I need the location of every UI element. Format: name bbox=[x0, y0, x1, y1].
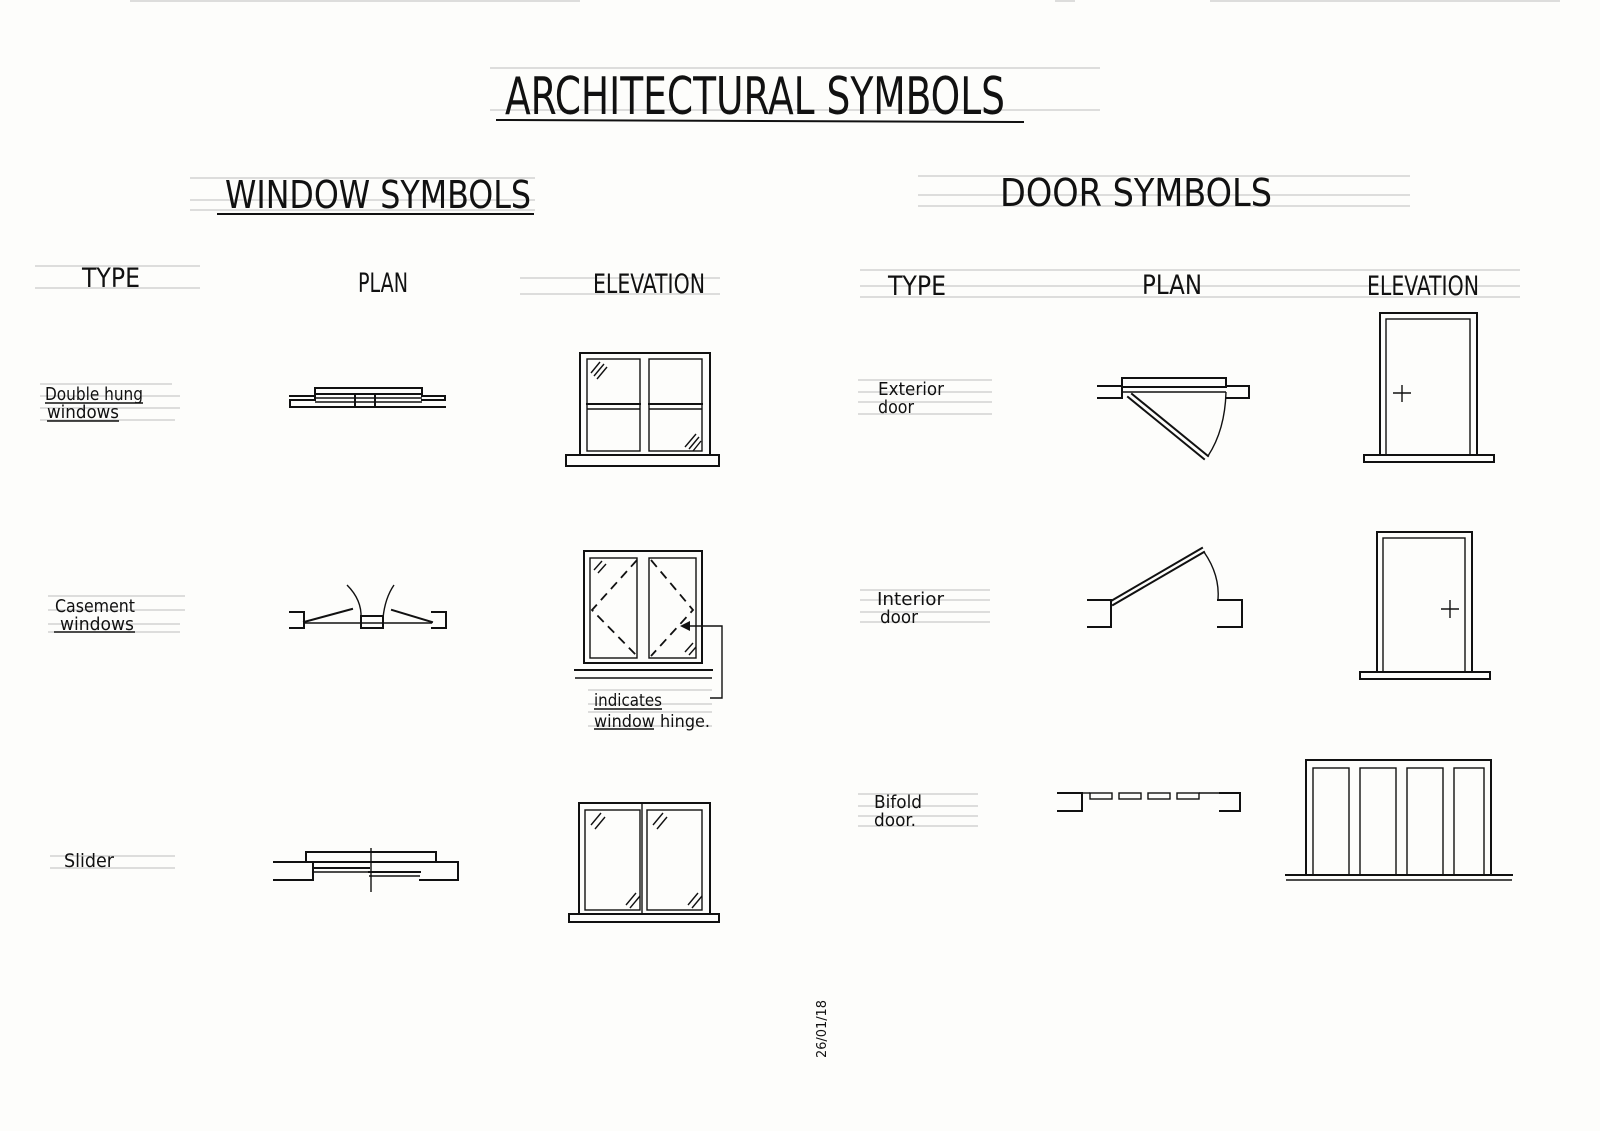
slider-elevation-symbol bbox=[569, 803, 719, 922]
casement-label-line1: Casement bbox=[55, 596, 135, 617]
double-hung-type-label bbox=[40, 384, 180, 423]
casement-type-label bbox=[48, 596, 185, 635]
slider-plan-symbol bbox=[274, 848, 458, 892]
hinge-note-line1: indicates bbox=[594, 691, 663, 711]
bifold-plan-symbol bbox=[1058, 793, 1240, 811]
exterior-label-line1: Exterior bbox=[878, 379, 945, 400]
window-heading: WINDOW SYMBOLS bbox=[225, 173, 531, 217]
window-heading-group bbox=[190, 173, 535, 217]
bifold-type-label bbox=[858, 792, 978, 831]
door-col-elevation: ELEVATION bbox=[1367, 271, 1479, 302]
casement-label-line2: windows bbox=[60, 614, 134, 635]
exterior-elevation-symbol bbox=[1364, 313, 1494, 462]
door-col-type: TYPE bbox=[887, 271, 946, 302]
window-col-plan: PLAN bbox=[358, 268, 408, 299]
main-title-group bbox=[490, 67, 1100, 127]
main-title: ARCHITECTURAL SYMBOLS bbox=[505, 67, 1005, 127]
slider-label: Slider bbox=[64, 850, 115, 872]
hinge-note bbox=[588, 690, 712, 732]
hinge-note-line2: window hinge. bbox=[594, 712, 710, 732]
door-heading-group bbox=[918, 171, 1410, 215]
window-row-double-hung bbox=[40, 353, 719, 466]
double-hung-elevation-symbol bbox=[566, 353, 719, 466]
interior-type-label bbox=[860, 589, 990, 628]
door-row-bifold bbox=[858, 760, 1512, 880]
interior-label-line1: Interior bbox=[877, 589, 945, 610]
door-row-interior bbox=[860, 532, 1490, 679]
door-col-plan: PLAN bbox=[1142, 270, 1202, 301]
window-col-type: TYPE bbox=[81, 263, 140, 294]
interior-label-line2: door bbox=[880, 607, 919, 628]
date-stamp: 26/01/18 bbox=[815, 1005, 830, 1058]
exterior-plan-symbol bbox=[1098, 378, 1249, 459]
exterior-label-line2: door bbox=[878, 397, 915, 418]
bifold-label-line2: door. bbox=[874, 810, 916, 831]
window-row-casement bbox=[48, 551, 722, 732]
door-row-exterior bbox=[858, 313, 1494, 462]
interior-elevation-symbol bbox=[1360, 532, 1490, 679]
casement-elevation-symbol bbox=[575, 551, 722, 698]
bifold-label-line1: Bifold bbox=[874, 792, 922, 813]
double-hung-plan-symbol bbox=[290, 388, 445, 407]
slider-type-label bbox=[50, 850, 175, 872]
exterior-type-label bbox=[858, 379, 992, 418]
window-row-slider bbox=[50, 803, 719, 922]
double-hung-label-line1: Double hung bbox=[45, 384, 143, 405]
window-col-elevation: ELEVATION bbox=[593, 269, 705, 300]
casement-plan-symbol bbox=[290, 585, 446, 628]
bifold-elevation-symbol bbox=[1286, 760, 1512, 880]
door-heading: DOOR SYMBOLS bbox=[1000, 171, 1272, 215]
interior-plan-symbol bbox=[1088, 548, 1242, 627]
column-headers bbox=[35, 263, 1520, 302]
double-hung-label-line2: windows bbox=[47, 402, 119, 423]
